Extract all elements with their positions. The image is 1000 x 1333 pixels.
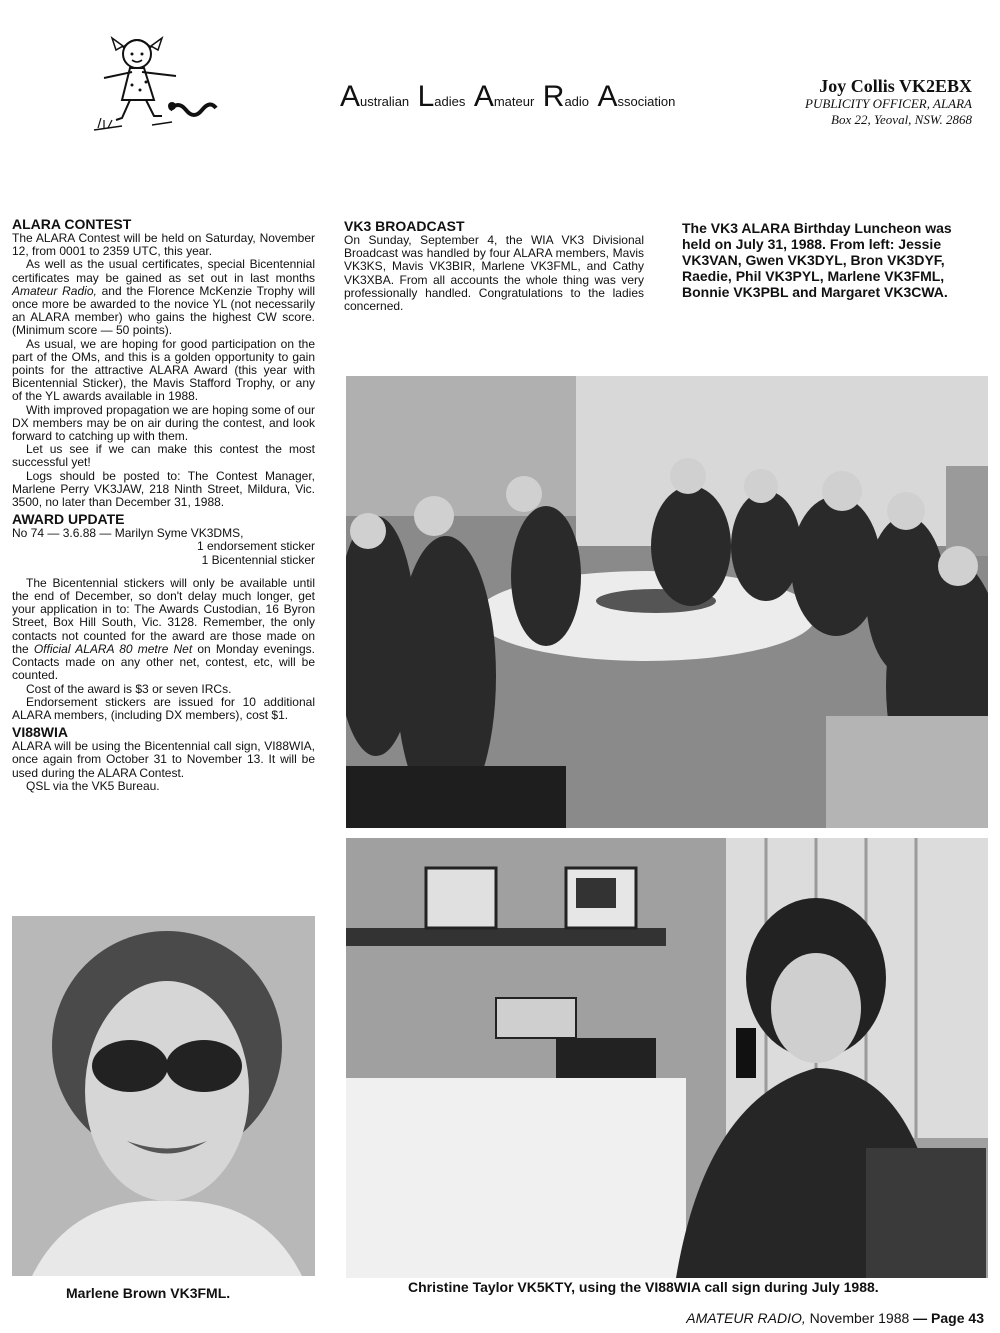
association-wordmark <box>340 80 676 122</box>
marlene-portrait-photo <box>12 916 315 1276</box>
vi88wia-heading: VI88WIA <box>12 724 69 741</box>
author-block <box>732 76 972 128</box>
vi88wia-p2: QSL via the VK5 Bureau. <box>26 778 160 793</box>
word-australian: ustralian <box>360 94 410 109</box>
award-line2: 1 endorsement sticker <box>196 539 315 554</box>
marlene-caption: Marlene Brown VK3FML. <box>66 1285 231 1301</box>
initial-r: R <box>542 80 565 113</box>
award-p2: Cost of the award is $3 or seven IRCs. <box>26 681 232 696</box>
broadcast-column <box>344 219 644 313</box>
initial-a2: A <box>473 80 494 113</box>
initial-a3: A <box>597 80 618 113</box>
christine-caption: Christine Taylor VK5KTY, using the VI88WIA call sign during July 1988. <box>408 1279 879 1295</box>
award-line3: 1 Bicentennial sticker <box>201 552 315 567</box>
word-association: ssociation <box>617 94 676 109</box>
author-title: PUBLICITY OFFICER, ALARA <box>805 96 972 111</box>
contest-p6: Logs should be posted to: The Contest Manager, Marlene Perry VK3JAW, 218 Ninth Street, Mildura, Vic. 3500, no later than December 31, 1988. <box>12 468 315 510</box>
luncheon-caption: The VK3 ALARA Birthday Luncheon was held on July 31, 1988. From left: Jessie VK3VAN, Gwen VK3DYL, Bron VK3DYF, Raedie, Phil VK3PYL, Marlene VK3FML, Bonnie VK3PBL and Margaret VK3CWA. <box>682 220 952 300</box>
word-ladies: adies <box>434 94 466 109</box>
contest-p4: With improved propagation we are hoping some of our DX members may be on air during the contest, and look forward to catching up with them. <box>12 402 315 444</box>
footer-magazine: AMATEUR RADIO, <box>686 1310 806 1326</box>
award-heading: AWARD UPDATE <box>12 511 125 528</box>
award-p1: The Bicentennial stickers will only be available until the end of December, so don't delay much longer, get your application in to: The Awards Custodian, 16 Byron Street, Box Hill South, Vic. 3128. Remember, the only contacts not counted for the award are those made on the Official ALARA 80 metre Net on Monday evenings. Contacts made on any other net, contest, etc, will be counted. <box>12 575 316 683</box>
contest-p2: As well as the usual certificates, special Bicentennial certificates may be gained as set out in last months Amateur Radio, and the Florence McKenzie Trophy will once more be awarded to the novice YL (not necessarily an ALARA member) who gains the highest CW score. (Minimum score — 50 points). <box>12 257 316 338</box>
christine-radio-photo <box>346 838 988 1278</box>
author-name: Joy Collis VK2EBX <box>819 76 972 96</box>
word-amateur: mateur <box>493 94 535 109</box>
initial-a1: A <box>340 80 361 113</box>
page-footer <box>686 1310 984 1326</box>
contest-p1: The ALARA Contest will be held on Saturday, November 12, from 0001 to 2359 UTC, this year. <box>12 231 315 259</box>
word-radio: adio <box>564 94 590 109</box>
contest-heading: ALARA CONTEST <box>12 216 132 232</box>
luncheon-photo <box>346 376 988 828</box>
author-address: Box 22, Yeoval, NSW. 2868 <box>831 112 972 127</box>
footer-page: — Page 43 <box>913 1310 984 1326</box>
vi88wia-p1: ALARA will be using the Bicentennial call sign, VI88WIA, once again from October 31 to November 13. It will be used during the ALARA Contest. <box>12 739 315 780</box>
award-p3: Endorsement stickers are issued for 10 additional ALARA members, (including DX members), cost $1. <box>12 694 315 722</box>
award-line1: No 74 — 3.6.88 — Marilyn Syme VK3DMS, <box>12 526 244 541</box>
left-column <box>12 217 315 793</box>
footer-issue: November 1988 <box>805 1310 914 1326</box>
broadcast-heading: VK3 BROADCAST <box>344 218 465 234</box>
broadcast-p1: On Sunday, September 4, the WIA VK3 Divisional Broadcast was handled by four ALARA members, Mavis VK3KS, Mavis VK3BIR, Marlene VK3FML, and Cathy VK3XBA. From all accounts the whole thing was very professionally handled. Congratulations to the ladies concerned. <box>344 233 644 314</box>
contest-p5: Let us see if we can make this contest the most successful yet! <box>12 442 315 470</box>
initial-l: L <box>417 80 435 113</box>
contest-p3: As usual, we are hoping for good participation on the part of the OMs, and this is a golden opportunity to gain points for the attractive ALARA Award (this year with Bicentennial Sticker), the Mavis Stafford Trophy, or any of the YL awards available in 1988. <box>12 336 315 404</box>
alara-girl-logo <box>92 30 222 135</box>
